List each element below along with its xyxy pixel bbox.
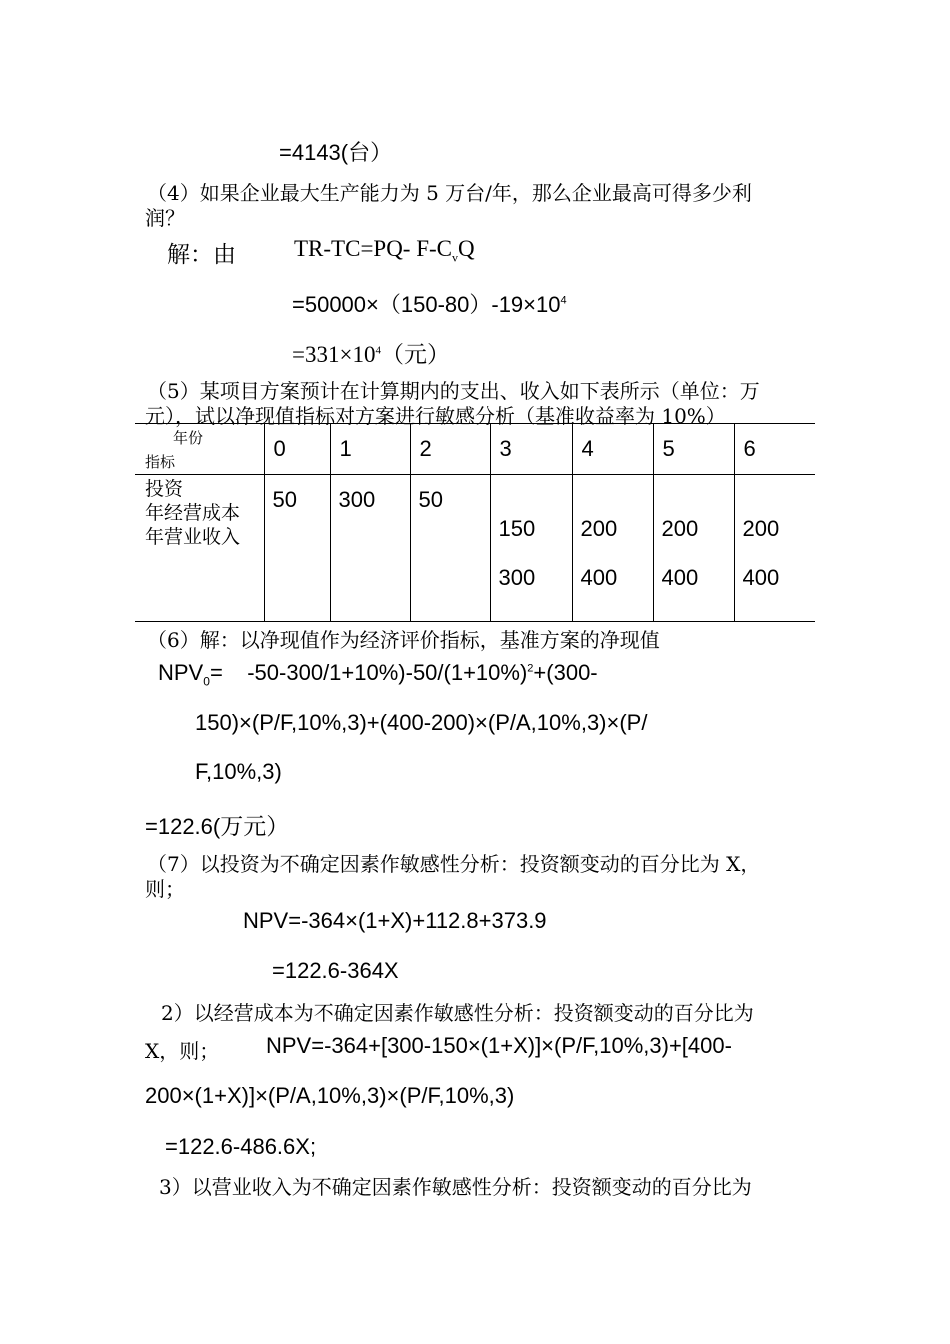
table-corner	[135, 424, 264, 475]
table-data-row	[135, 475, 815, 622]
table-cell: 200 400	[572, 475, 653, 622]
table-cell: 50	[410, 475, 490, 622]
npv-cost-formula-line2: 200×(1+X)]×(P/A,10%,3)×(P/F,10%,3)	[145, 1083, 515, 1108]
year-header: 5	[653, 424, 734, 475]
row-label-revenue: 年营业收入	[145, 526, 241, 548]
year-header: 2	[410, 424, 490, 475]
npv-cost-result: =122.6-486.6X;	[165, 1134, 317, 1159]
question-7-line2: 则；	[145, 877, 185, 901]
result-line: =4143(台）	[279, 140, 393, 165]
table-cell: 200 400	[653, 475, 734, 622]
table-cell: 50	[264, 475, 330, 622]
npv-investment-result: =122.6-364X	[272, 958, 399, 983]
npv-cost-formula-line1: NPV=-364+[300-150×(1+X)]×(P/F,10%,3)+[400-	[266, 1033, 732, 1058]
year-header: 3	[490, 424, 572, 475]
year-header: 6	[734, 424, 815, 475]
question-7-2-line1: 2）以经营成本为不确定因素作敏感性分析：投资额变动的百分比为	[161, 1001, 754, 1025]
npv0-line2: 150)×(P/F,10%,3)+(400-200)×(P/A,10%,3)×(P/	[195, 710, 648, 735]
table-cell: 200 400	[734, 475, 815, 622]
cashflow-table	[135, 423, 815, 622]
question-7-3: 3）以营业收入为不确定因素作敏感性分析：投资额变动的百分比为	[159, 1175, 752, 1199]
question-7-2-line2: X，则；	[145, 1039, 220, 1063]
calc-line-1: $=50000\times(150-80)-19\times 10^4$	[292, 292, 567, 317]
table-cell: 300	[330, 475, 410, 622]
npv-investment-formula: NPV=-364×(1+X)+112.8+373.9	[243, 908, 547, 933]
solution-label: 解：由	[167, 242, 236, 267]
row-label-operating-cost: 年经营成本	[145, 502, 241, 524]
table-cell: 150 300	[490, 475, 572, 622]
question-7-line1: （7）以投资为不确定因素作敏感性分析：投资额变动的百分比为 X，	[147, 852, 761, 876]
question-5-line2: 元），试以净现值指标对方案进行敏感分析（基准收益率为 10%）	[145, 404, 726, 428]
year-header: 1	[330, 424, 410, 475]
corner-year-label: 年份	[173, 429, 204, 447]
solution-equation: TR-TC=PQ- $F-C_vQ$	[294, 236, 475, 265]
question-4-line2: 润？	[145, 206, 185, 230]
year-header: 4	[572, 424, 653, 475]
question-4-line1: （4）如果企业最大生产能力为 5 万台/年，那么企业最高可得多少利	[147, 181, 752, 205]
calc-line-2: $=331\times 10^4$（元）	[292, 342, 450, 367]
npv0-result: =122.6(万元）	[145, 814, 290, 839]
corner-index-label: 指标	[145, 453, 176, 471]
row-label-investment: 投资	[145, 478, 184, 500]
npv0-line3: F,10%,3)	[195, 759, 282, 784]
question-5-line1: （5）某项目方案预计在计算期内的支出、收入如下表所示（单位：万	[147, 379, 760, 403]
year-header: 0	[264, 424, 330, 475]
table-header-row	[135, 424, 815, 475]
question-6: （6）解：以净现值作为经济评价指标，基准方案的净现值	[147, 628, 660, 652]
row-labels-cell	[135, 475, 264, 622]
npv0-line1: $NPV_0=$ $-50-300/1+10\%)-50/(1+10\%)^2+(300-$	[158, 660, 598, 689]
